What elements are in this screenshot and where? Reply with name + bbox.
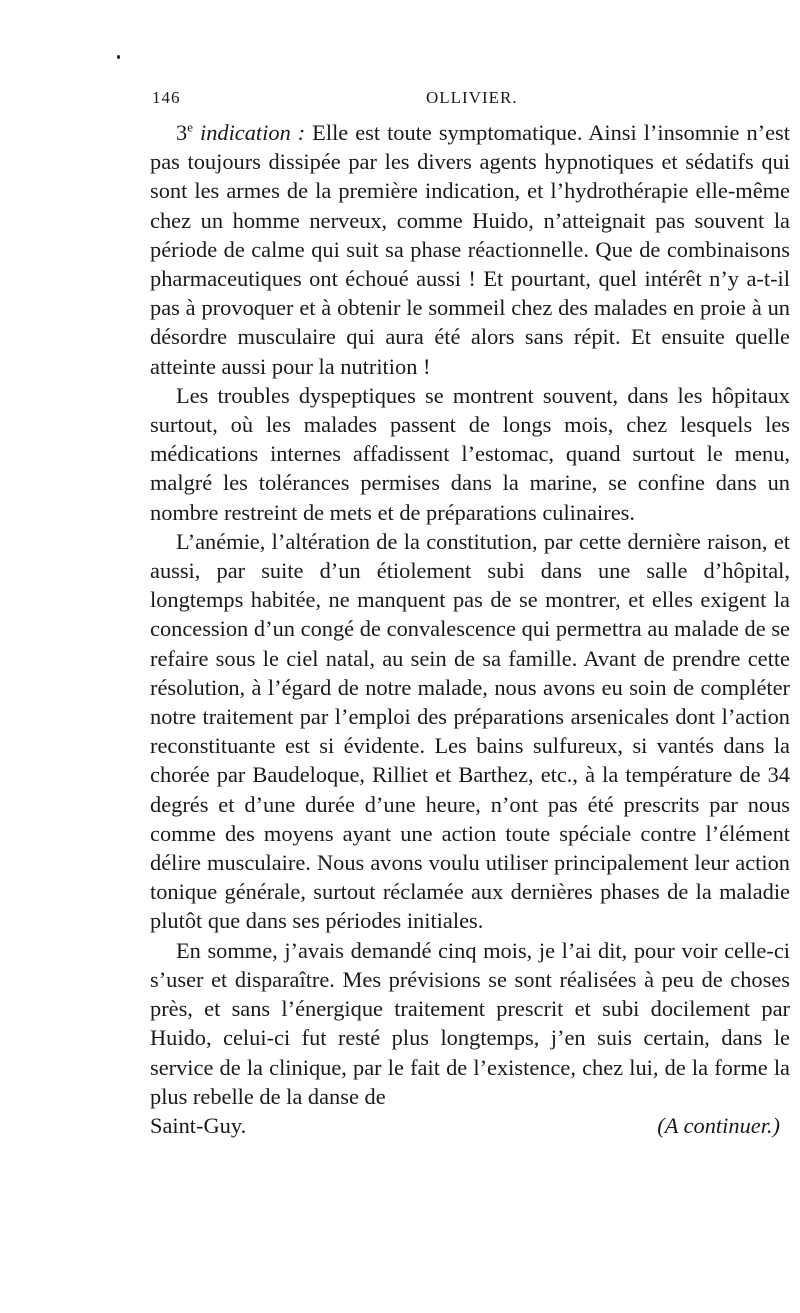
page-number: 146 bbox=[152, 88, 181, 107]
indication-label: indication : bbox=[199, 120, 306, 145]
ink-speck bbox=[117, 55, 120, 59]
paragraph-1 bbox=[150, 118, 790, 381]
ordinal-superscript: e bbox=[187, 119, 193, 135]
paragraph-1-text: Elle est toute symptomatique. Ainsi l’insomnie n’est pas toujours dissipée par les divers agents hypnotiques et sédatifs qui sont les armes de la première indication, et l’hydrothérapie elle-même chez un homme nerveux, comme Huido, n’atteignait pas souvent la période de calme qui suit sa phase réactionnelle. Que de combinaisons pharmaceutiques ont échoué aussi ! Et pourtant, quel intérêt n’y a-t-il pas à provoquer et à obtenir le sommeil chez des malades en proie à un désordre musculaire qui aura été alors sans répit. Et ensuite quelle atteinte aussi pour la nutrition ! bbox=[150, 120, 790, 379]
running-head: OLLIVIER. bbox=[426, 88, 518, 107]
indication-number: 3 bbox=[176, 120, 188, 145]
text-body bbox=[150, 118, 790, 1140]
continued-note: (A continuer.) bbox=[657, 1112, 780, 1138]
paragraph-4-last-line bbox=[150, 1111, 790, 1140]
paragraph-4: En somme, j’avais demandé cinq mois, je l’ai dit, pour voir celle-ci s’user et disparaître. Mes prévisions se sont réalisées à peu de choses près, et sans l’énergique traitement prescrit et subi docilement par Huido, celui-ci fut resté plus longtemps, j’en suis certain, dans le service de la clinique, par le fait de l’existence, chez lui, de la forme la plus rebelle de la danse de bbox=[150, 937, 790, 1109]
page-header bbox=[152, 88, 792, 114]
paragraph-4-end: Saint-Guy. bbox=[150, 1112, 247, 1138]
paragraph-2: Les troubles dyspeptiques se montrent souvent, dans les hôpitaux surtout, où les malades passent de longs mois, chez lesquels les médications internes affadissent l’estomac, quand surtout le menu, malgré les tolérances permises dans la marine, se confine dans un nombre restreint de mets et de préparations culinaires. bbox=[150, 382, 790, 525]
paragraph-3: L’anémie, l’altération de la constitution, par cette dernière raison, et aussi, par suite d’un étiolement subi dans une salle d’hôpital, longtemps habitée, ne manquent pas de se montrer, et elles exigent la concession d’un congé de convalescence qui permettra au malade de se refaire sous le ciel natal, au sein de sa famille. Avant de prendre cette résolution, à l’égard de notre malade, nous avons eu soin de compléter notre traitement par l’emploi des préparations arsenicales dont l’action reconstituante est si évidente. Les bains sulfureux, si vantés dans la chorée par Baudeloque, Rilliet et Barthez, etc., à la température de 34 degrés et d’une durée d’une heure, n’ont pas été prescrits par nous comme des moyens ayant une action toute spéciale contre l’élément délire musculaire. Nous avons voulu utiliser principalement leur action tonique générale, surtout réclamée aux dernières phases de la maladie plutôt que dans ses périodes initiales. bbox=[150, 528, 790, 934]
